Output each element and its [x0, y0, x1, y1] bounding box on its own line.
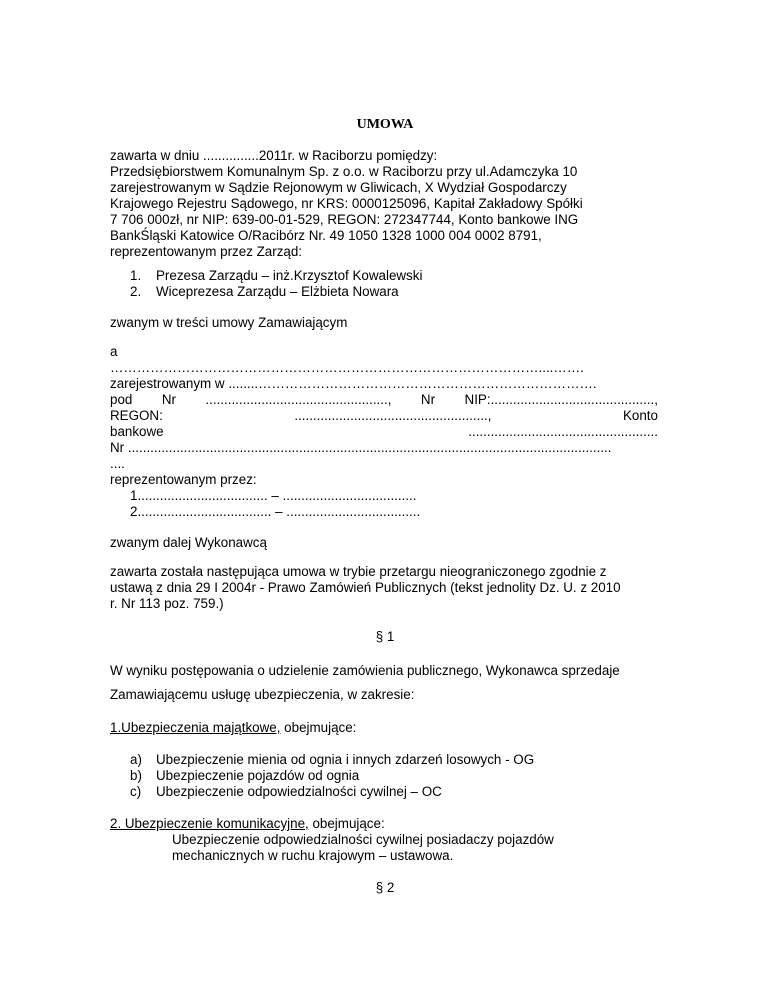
contractor-bank-line — [110, 424, 658, 440]
item2-heading-underlined: 2. Ubezpieczenie komunikacyjne, — [110, 816, 309, 831]
basis-line: ustawą z dnia 29 I 2004r - Prawo Zamówień Publicznych (tekst jednolity Dz. U. z 2010 — [110, 580, 621, 595]
client-clause: zwanym w treści umowy Zamawiającym — [110, 315, 348, 330]
contractor-clause: zwanym dalej Wykonawcą — [110, 535, 267, 550]
basis-line: r. Nr 113 poz. 759.) — [110, 596, 224, 611]
item2-heading — [110, 816, 385, 832]
intro-line: BankŚląski Katowice O/Racibórz Nr. 49 1050 1328 1000 004 0002 8791, — [110, 228, 542, 243]
contractor-rep: 1................................... – .................................... — [130, 488, 417, 503]
intro-line: reprezentowanym przez Zarząd: — [110, 244, 303, 259]
contractor-nr-line: Nr .................................................................................................................................. — [110, 440, 612, 455]
item2-text-line: Ubezpieczenie odpowiedzialności cywilnej posiadaczy pojazdów — [172, 832, 554, 847]
document-page — [110, 0, 660, 994]
item2-text-line: mechanicznych w ruchu krajowym – ustawowa. — [172, 848, 454, 863]
list-item-text: Ubezpieczenie pojazdów od ognia — [156, 768, 360, 783]
basis-line: zawarta została następująca umowa w trybie przetargu nieograniczonego zgodnie z — [110, 564, 607, 579]
list-item-text: Ubezpieczenie odpowiedzialności cywilnej – OC — [156, 784, 442, 799]
contractor-pod-line — [110, 392, 658, 408]
text-fragment: bankowe — [110, 424, 164, 439]
contractor-rep: 2.................................... – .................................... — [130, 504, 421, 519]
board-item-text: Wiceprezesa Zarządu – Elżbieta Nowara — [156, 284, 399, 299]
section1-para-line: W wyniku postępowania o udzielenie zamówienia publicznego, Wykonawca sprzedaje — [110, 663, 620, 678]
section-heading: § 1 — [375, 629, 395, 644]
intro-line: zarejestrowanym w Sądzie Rejonowym w Gliwicach, X Wydział Gospodarczy — [110, 180, 567, 195]
item1-heading-underlined: 1.Ubezpieczenia majątkowe, — [110, 720, 281, 735]
list-item — [130, 752, 534, 768]
text-fragment: ................................................., — [205, 392, 392, 407]
document-title: UMOWA — [356, 117, 414, 132]
board-item-text: Prezesa Zarządu – inż.Krzysztof Kowalewski — [156, 268, 423, 283]
list-number: a) — [130, 752, 142, 767]
text-fragment: NIP:............................................, — [464, 392, 658, 407]
intro-line: 7 706 000zł, nr NIP: 639-00-01-529, REGON: 272347744, Konto bankowe ING — [110, 212, 579, 227]
intro-line: Przedsiębiorstwem Komunalnym Sp. z o.o. w Raciborzu przy ul.Adamczyka 10 — [110, 164, 578, 179]
text-fragment: Konto — [622, 408, 658, 423]
list-item — [130, 768, 359, 784]
contractor-represented: reprezentowanym przez: — [110, 472, 257, 487]
contractor-dots-line: ……………………………………………………………………………………....……. — [110, 360, 584, 375]
item1-heading — [110, 720, 356, 736]
list-item-text: Ubezpieczenie mienia od ognia i innych zdarzeń losowych - OG — [156, 752, 535, 767]
contractor-regon-line — [110, 408, 658, 424]
intro-line: Krajowego Rejestru Sądowego, nr KRS: 0000125096, Kapitał Zakładowy Spółki — [110, 196, 583, 211]
section-heading: § 2 — [375, 880, 395, 895]
contractor-a: a — [110, 344, 118, 359]
list-number: 1. — [130, 268, 142, 283]
contractor-registered: zarejestrowanym w ........…………………………………………………………………. — [110, 376, 597, 391]
item2-heading-rest: obejmujące: — [308, 816, 385, 831]
text-fragment: Nr — [161, 392, 176, 407]
board-item — [130, 268, 422, 284]
list-number: b) — [130, 768, 142, 783]
board-item — [130, 284, 399, 300]
item1-heading-rest: obejmujące: — [280, 720, 357, 735]
list-number: 2. — [130, 284, 142, 299]
text-fragment: REGON: — [110, 408, 163, 423]
text-fragment: pod — [110, 392, 133, 407]
list-number: c) — [130, 784, 142, 799]
contractor-tail-dots: .... — [110, 456, 125, 471]
list-item — [130, 784, 442, 800]
intro-line: zawarta w dniu ...............2011r. w Raciborzu pomiędzy: — [110, 148, 438, 163]
text-fragment: Nr — [420, 392, 436, 407]
text-fragment: ................................................... — [468, 424, 658, 439]
text-fragment: ...................................................., — [294, 408, 492, 423]
section1-para-line: Zamawiającemu usługę ubezpieczenia, w zakresie: — [110, 687, 415, 702]
